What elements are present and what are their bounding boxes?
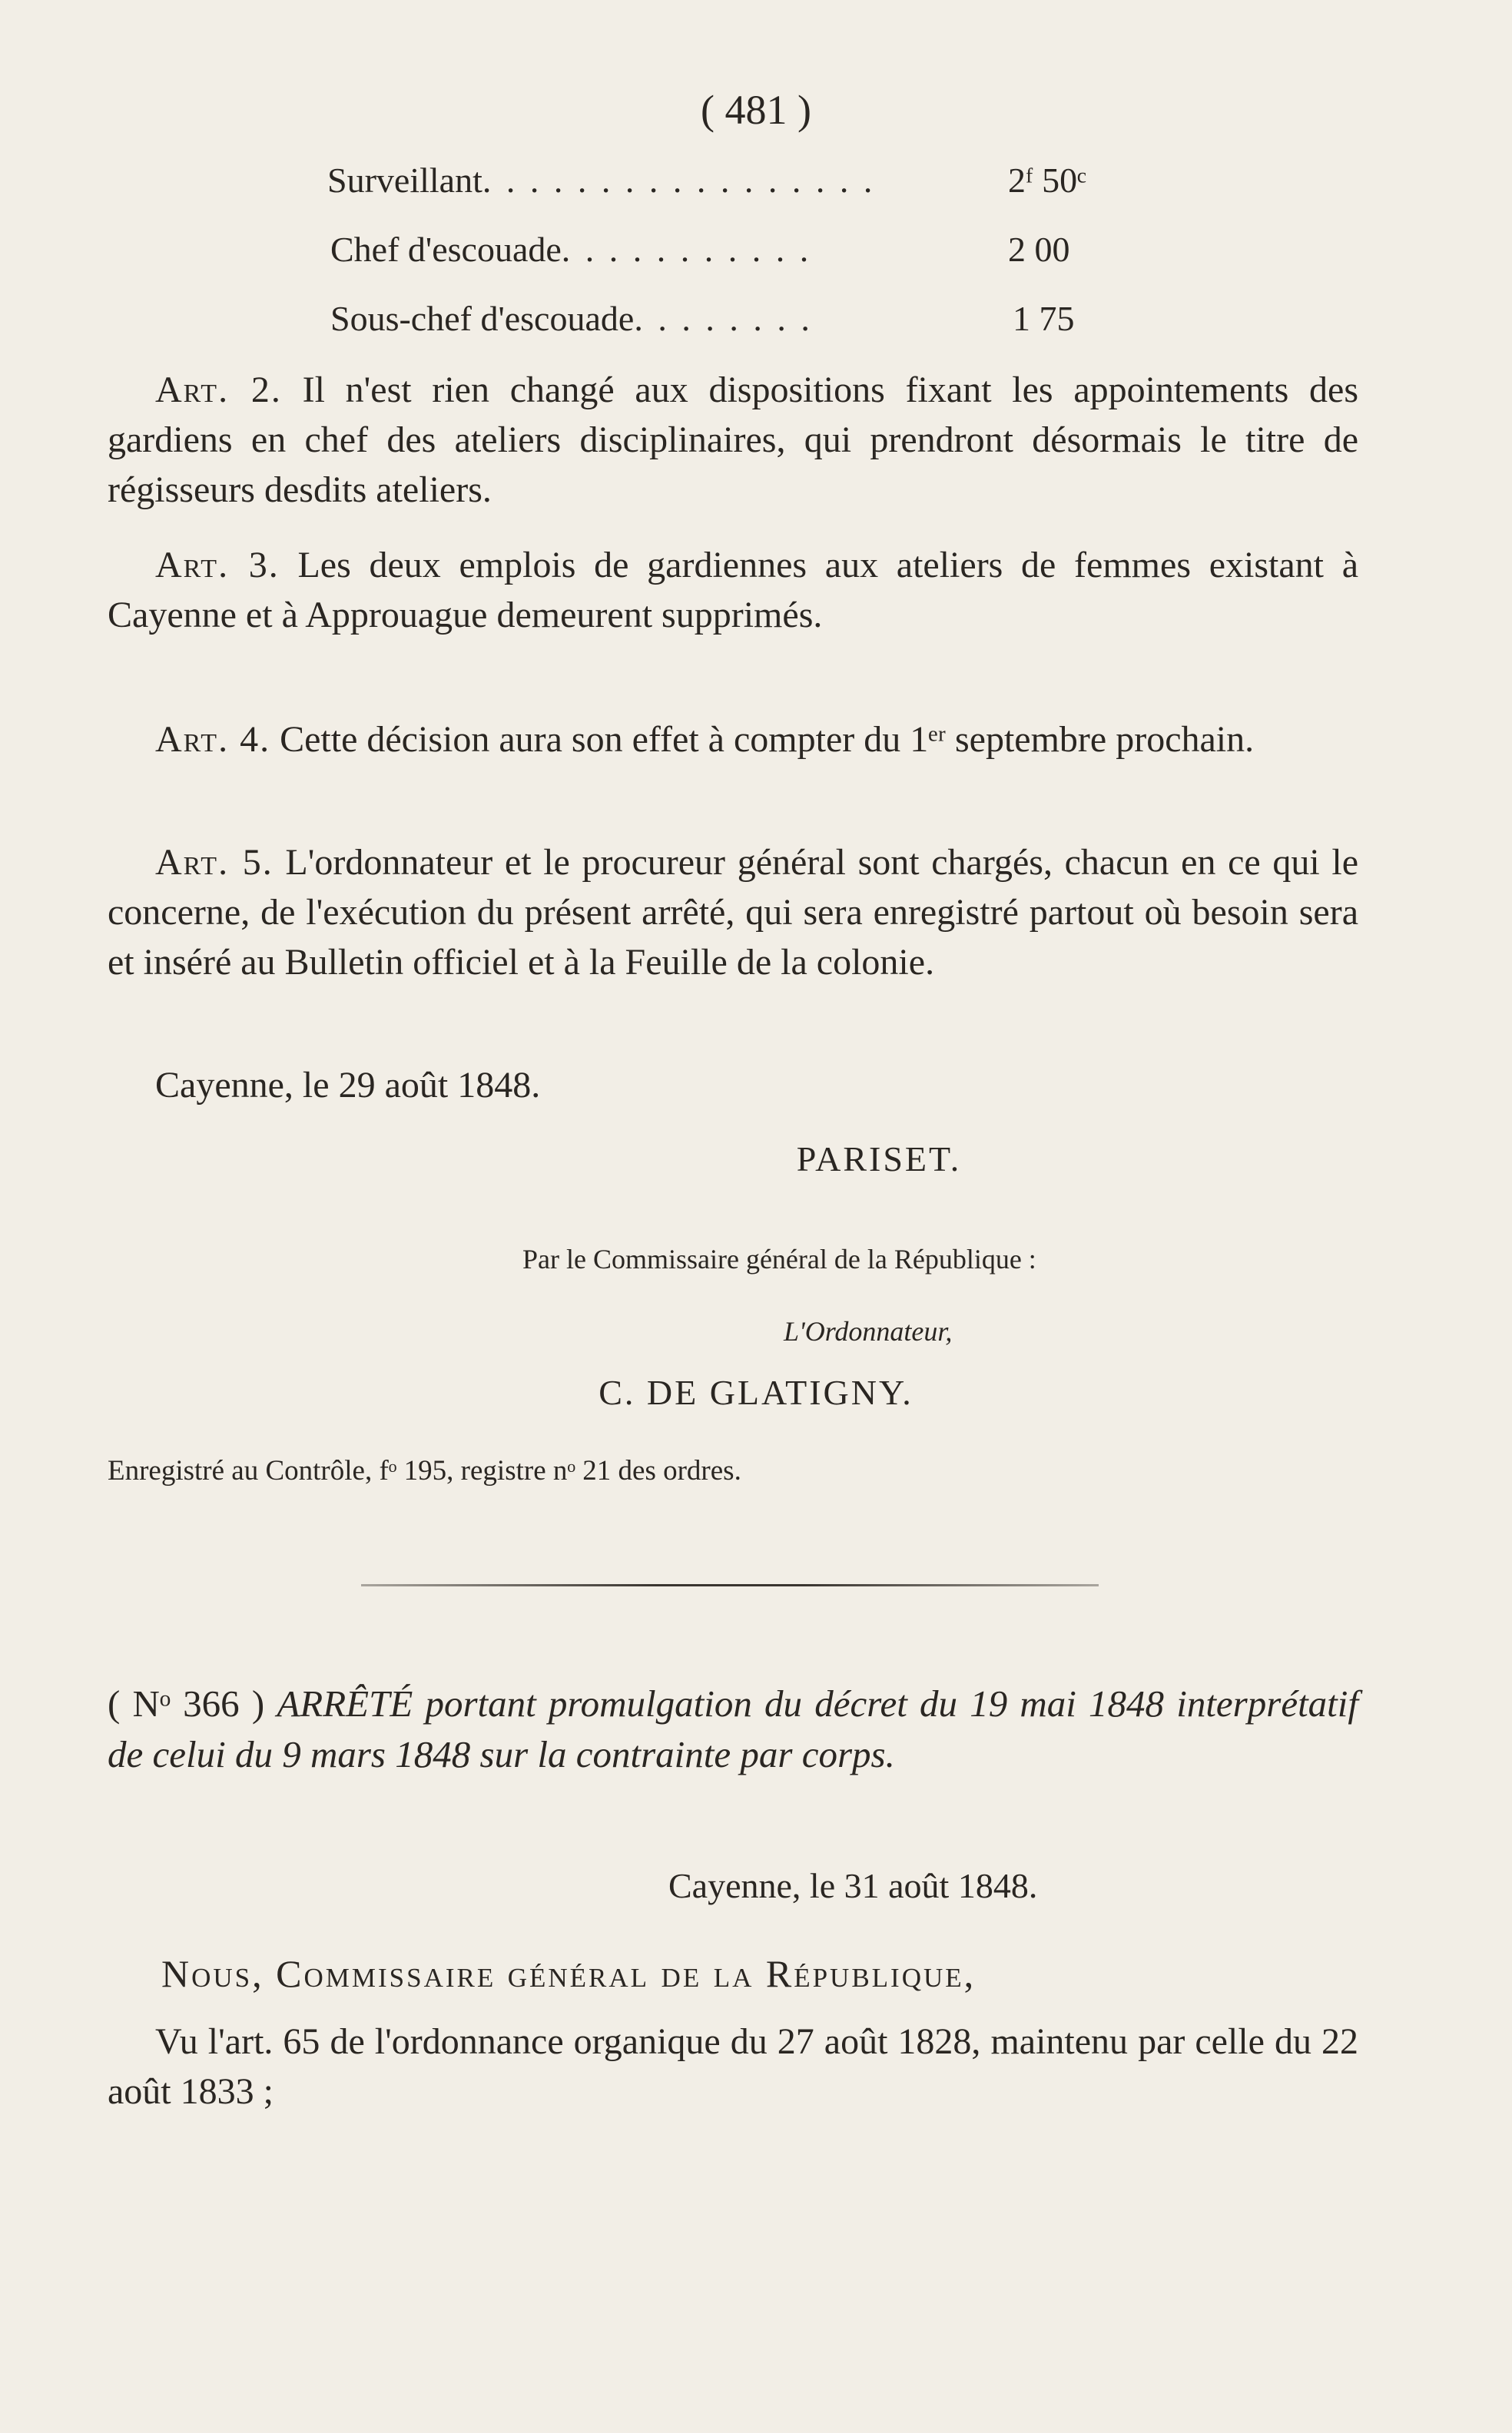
article-text: Les deux emplois de gardiennes aux ateliers de femmes existant à Cayenne et à Approuague demeurent supprimés. xyxy=(108,545,1358,635)
article-4 xyxy=(108,714,1358,764)
decree-number: ( Nᵒ 366 ) xyxy=(108,1682,265,1725)
by-commissioner-line: Par le Commissaire général de la République : xyxy=(522,1244,1036,1275)
salary-value: 1 75 xyxy=(1013,299,1075,338)
signatory-pariset: PARISET. xyxy=(796,1139,962,1178)
signatory-glatigny: C. DE GLATIGNY. xyxy=(598,1373,914,1412)
section-divider xyxy=(361,1584,1099,1586)
article-label: Art. 5. xyxy=(155,842,274,883)
salary-label: Sous-chef d'escouade xyxy=(330,299,635,338)
article-label: Art. 3. xyxy=(155,545,280,585)
decree-heading xyxy=(108,1679,1358,1780)
registration-line: Enregistré au Contrôle, fᵒ 195, registre nᵒ 21 des ordres. xyxy=(108,1455,741,1487)
ordonnateur-title: L'Ordonnateur, xyxy=(784,1316,953,1347)
article-5 xyxy=(108,837,1358,987)
decree-title: ARRÊTÉ portant promulgation du décret du 19 mai 1848 interprétatif de celui du 9 mars 1848 sur la contrainte par corps. xyxy=(108,1682,1359,1775)
salary-value: 2 00 xyxy=(1008,230,1070,269)
article-label: Art. 4. xyxy=(155,719,271,760)
article-2 xyxy=(108,365,1358,515)
leader-dots: . . . . . . . . . . . xyxy=(561,230,812,269)
article-label: Art. 2. xyxy=(155,370,282,410)
vu-text: Vu l'art. 65 de l'ordonnance organique du 27 août 1828, maintenu par celle du 22 août 1833 ; xyxy=(108,2021,1358,2112)
leader-dots: . . . . . . . . xyxy=(634,299,813,338)
article-3 xyxy=(108,540,1358,640)
salary-value: 2ᶠ 50ᶜ xyxy=(1008,161,1086,200)
salary-label: Chef d'escouade xyxy=(330,230,562,269)
leader-dots: . . . . . . . . . . . . . . . . . xyxy=(482,161,876,200)
salary-row-sous-chef xyxy=(330,298,813,339)
article-text: L'ordonnateur et le procureur général sont chargés, chacun en ce qui le concerne, de l'exécution du présent arrêté, qui sera enregistré partout où besoin sera et inséré au Bulletin officiel et à la Feuille de la colonie. xyxy=(108,842,1358,983)
nous-line: Nous, Commissaire général de la République, xyxy=(161,1952,976,1995)
salary-label: Surveillant xyxy=(327,161,482,200)
place-date-2: Cayenne, le 31 août 1848. xyxy=(668,1866,1038,1905)
place-date-1 xyxy=(108,1060,1358,1110)
page-number: ( 481 ) xyxy=(701,87,811,133)
salary-row-chef xyxy=(330,229,811,270)
article-text: Cette décision aura son effet à compter du 1ᵉʳ septembre prochain. xyxy=(280,719,1255,760)
salary-row-surveillant xyxy=(327,160,875,201)
article-text: Il n'est rien changé aux dispositions fixant les appointements des gardiens en chef des ateliers disciplinaires, qui prendront désormais le titre de régisseurs desdits ateliers. xyxy=(108,370,1359,510)
vu-paragraph xyxy=(108,2017,1358,2116)
place-date-text: Cayenne, le 29 août 1848. xyxy=(155,1065,541,1105)
